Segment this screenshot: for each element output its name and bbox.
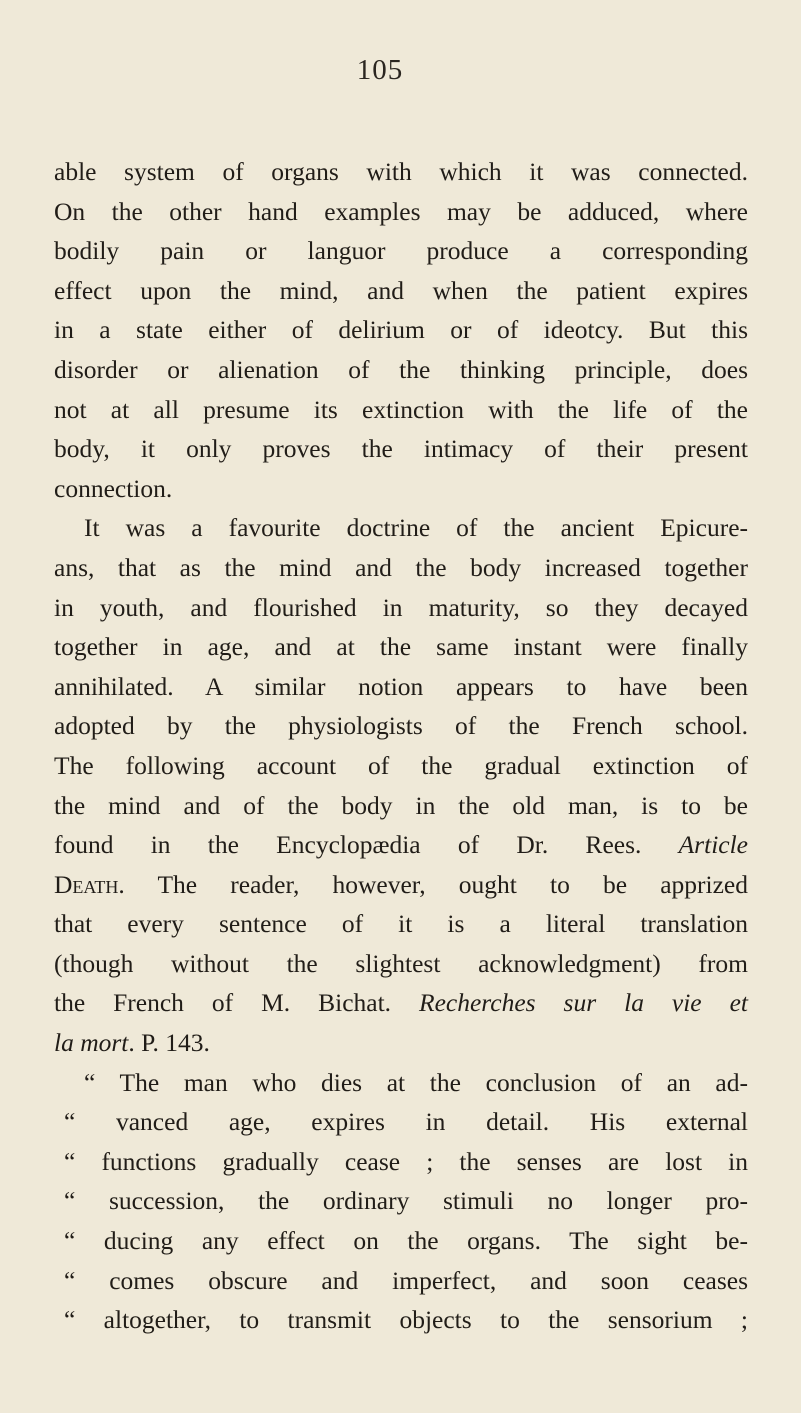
text-line [54,1181,748,1221]
text-segment: The following account of the gradual extinction of [54,750,748,780]
text-line [54,627,748,667]
text-segment: “ The man who dies at the conclusion of an ad- [84,1067,748,1097]
text-line [54,944,748,984]
text-segment: connection. [54,473,173,503]
text-segment: On the other hand examples may be adduced, where [54,196,748,226]
text-line [54,1102,748,1142]
text-segment: “ functions gradually cease ; the senses are lost in [64,1146,748,1176]
text-segment: ans, that as the mind and the body increased together [54,552,748,582]
text-segment: in youth, and flourished in maturity, so they decayed [54,592,748,622]
text-segment: found in the Encyclopædia of Dr. Rees. [54,830,679,860]
text-line [54,1063,748,1103]
smallcaps-text: Death [54,869,119,899]
text-segment: adopted by the physiologists of the French school. [54,711,748,741]
text-line [54,310,748,350]
text-line [54,390,748,430]
text-line [54,904,748,944]
text-line [54,469,748,509]
text-segment: “ succession, the ordinary stimuli no longer pro- [64,1186,748,1216]
text-segment: “ altogether, to transmit objects to the sensorium ; [64,1305,748,1335]
text-segment: (though without the slightest acknowledgment) from [54,948,748,978]
text-segment: able system of organs with which it was connected. [54,157,748,186]
text-line [54,588,748,628]
text-line [54,1142,748,1182]
text-line [54,271,748,311]
text-line [54,706,748,746]
text-line [54,1300,748,1340]
text-line [54,786,748,826]
text-line [54,508,748,548]
text-segment: body, it only proves the intimacy of their present [54,434,748,464]
text-segment: “ ducing any effect on the organs. The sight be- [64,1226,748,1256]
text-segment: effect upon the mind, and when the patient expires [54,275,748,305]
text-segment: disorder or alienation of the thinking principle, does [54,354,748,384]
text-segment: that every sentence of it is a literal translation [54,909,748,939]
text-segment: not at all presume its extinction with the life of the [54,394,748,424]
text-segment: bodily pain or languor produce a corresponding [54,236,748,266]
text-line [54,231,748,271]
italic-text: Article [678,830,748,860]
text-line [54,192,748,232]
text-segment: together in age, and at the same instant were finally [54,632,748,662]
body-text [54,152,748,1340]
text-line [54,429,748,469]
text-line [54,746,748,786]
text-segment: annihilated. A similar notion appears to have been [54,671,748,701]
text-line [54,865,748,905]
text-segment: the mind and of the body in the old man, is to be [54,790,748,820]
text-segment: in a state either of delirium or of ideotcy. But this [54,315,748,345]
text-line [54,1023,748,1063]
text-segment: . P. 143. [128,1028,210,1058]
text-line [54,152,748,192]
text-segment: It was a favourite doctrine of the ancient Epicure- [84,513,748,543]
text-segment: . The reader, however, ought to be apprized [118,869,748,899]
text-line [54,983,748,1023]
text-line [54,667,748,707]
text-line [54,1221,748,1261]
text-line [54,548,748,588]
italic-text: Recherches sur la vie et [419,988,748,1018]
page-number: 105 [356,54,404,86]
text-segment: “ comes obscure and imperfect, and soon ceases [64,1265,748,1295]
text-line [54,1261,748,1301]
text-segment: the French of M. Bichat. [54,988,420,1018]
text-line [54,825,748,865]
italic-text: la mort [54,1028,129,1058]
text-segment: “ vanced age, expires in detail. His external [64,1107,748,1137]
text-line [54,350,748,390]
